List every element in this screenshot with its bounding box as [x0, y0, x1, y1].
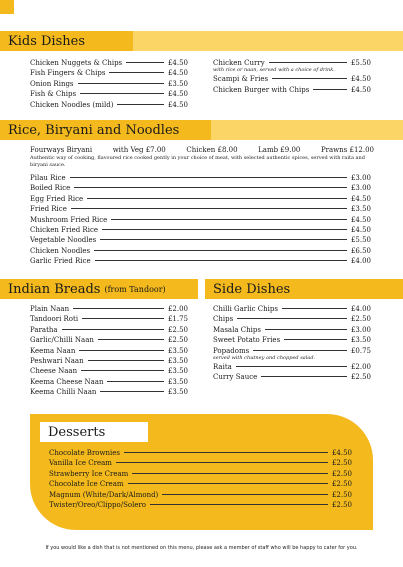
breads-subtitle: (from Tandoor): [104, 284, 166, 294]
item-price: £3.50: [167, 357, 188, 366]
leader-line: [162, 494, 328, 495]
menu-item: [49, 500, 352, 510]
item-price: £4.50: [167, 100, 188, 109]
leader-line: [116, 462, 328, 463]
menu-item: [213, 335, 371, 345]
item-name: Vegetable Noodles: [30, 236, 97, 245]
menu-item: [30, 100, 188, 110]
leader-line: [282, 308, 347, 309]
item-price: £0.75: [350, 346, 371, 355]
leader-line: [237, 318, 347, 319]
leader-line: [284, 339, 347, 340]
item-name: Fried Rice: [30, 205, 67, 214]
leader-line: [107, 381, 164, 382]
menu-item: [30, 235, 371, 245]
item-name: Chicken Noodles (mild): [30, 100, 114, 109]
leader-line: [78, 83, 164, 84]
item-price: £4.50: [167, 90, 188, 99]
item-name: Peshwari Naan: [30, 357, 84, 366]
item-price: £3.00: [350, 174, 371, 182]
item-price: £2.50: [331, 459, 352, 468]
leader-line: [313, 89, 347, 90]
leader-line: [74, 187, 347, 188]
item-price: £2.50: [350, 315, 371, 324]
item-price: £4.50: [350, 85, 371, 94]
leader-line: [126, 62, 164, 63]
leader-line: [70, 177, 347, 178]
item-name: Chocolate Ice Cream: [49, 480, 124, 489]
leader-line: [87, 198, 347, 199]
menu-item: [30, 335, 188, 345]
desserts-title: Desserts: [48, 424, 106, 440]
item-price: £4.50: [350, 194, 371, 203]
item-price: £2.50: [350, 373, 371, 382]
item-price: £2.50: [331, 490, 352, 499]
biryani-opt: with Veg £7.00: [112, 146, 166, 154]
menu-item: [30, 79, 188, 89]
leader-line: [253, 350, 347, 351]
biryani-opt: Lamb £9.00: [258, 146, 301, 154]
kids-right-list: [213, 58, 371, 95]
menu-item: [49, 458, 352, 468]
item-price: £3.50: [350, 336, 371, 345]
item-price: £3.50: [167, 377, 188, 386]
menu-item: [213, 372, 371, 382]
item-price: £1.75: [167, 315, 188, 324]
item-price: £3.50: [167, 346, 188, 355]
item-price: £3.50: [167, 388, 188, 397]
leader-line: [100, 239, 347, 240]
rice-list: [30, 173, 371, 267]
item-name: Garlic Fried Rice: [30, 257, 91, 266]
leader-line: [95, 260, 347, 261]
item-name: Chicken Nuggets & Chips: [30, 59, 123, 67]
menu-item: [30, 194, 371, 204]
item-price: £3.50: [350, 205, 371, 214]
item-name: Vanilla Ice Cream: [49, 459, 112, 468]
item-price: £4.50: [167, 59, 188, 67]
item-name: Masala Chips: [213, 325, 261, 334]
item-price: £4.00: [350, 305, 371, 313]
item-name: Fish & Chips: [30, 90, 77, 99]
menu-item: [30, 58, 188, 68]
item-price: £2.00: [167, 305, 188, 313]
item-name: Chilli Garlic Chips: [213, 305, 278, 313]
kids-header-band: [133, 31, 403, 51]
item-name: Chocolate Brownies: [49, 449, 120, 457]
item-price: £2.50: [331, 501, 352, 510]
leader-line: [102, 229, 347, 230]
item-price: £2.50: [331, 480, 352, 489]
item-name: Tandoori Roti: [30, 315, 79, 324]
breads-list: [30, 304, 188, 398]
biryani-block: [30, 146, 374, 168]
item-name: Chicken Burger with Chips: [213, 85, 310, 94]
leader-line: [117, 104, 164, 105]
item-price: £2.50: [167, 325, 188, 334]
item-name: Paratha: [30, 325, 58, 334]
rice-title: Rice, Biryani and Noodles: [8, 122, 180, 138]
item-name: Onion Rings: [30, 79, 74, 88]
menu-item: [30, 89, 188, 99]
item-name: Magnum (White/Dark/Almond): [49, 490, 159, 499]
menu-item: [213, 85, 371, 95]
leader-line: [79, 350, 164, 351]
item-name: Egg Fried Rice: [30, 194, 84, 203]
leader-line: [261, 376, 347, 377]
leader-line: [124, 452, 328, 453]
item-price: £4.50: [350, 75, 371, 84]
breads-title: Indian Breads: [8, 281, 101, 297]
leader-line: [132, 473, 328, 474]
item-name: Fish Fingers & Chips: [30, 69, 106, 78]
item-name: Keema Naan: [30, 346, 76, 355]
corner-accent: [0, 0, 14, 14]
menu-item: [30, 204, 371, 214]
item-name: Popadoms: [213, 346, 250, 355]
leader-line: [88, 360, 164, 361]
item-name: Cheese Naan: [30, 367, 78, 376]
biryani-name: Fourways Biryani: [30, 146, 93, 154]
item-note: with rice or naan, served with a choice of drink.: [213, 67, 335, 74]
menu-item: [30, 325, 188, 335]
menu-item: [49, 469, 352, 479]
item-name: Chips: [213, 315, 234, 324]
menu-item: [30, 68, 188, 78]
item-name: Sweet Potato Fries: [213, 336, 281, 345]
leader-line: [98, 339, 164, 340]
item-name: Chicken Noodles: [30, 246, 91, 255]
biryani-description: Authentic way of cooking, flavoured rice cooked gently in your choice of meat, with selected authentic spices, served with raita and biryani sauce.: [30, 155, 365, 168]
sides-title: Side Dishes: [213, 281, 291, 297]
item-name: Raita: [213, 363, 232, 372]
menu-item: [30, 346, 188, 356]
menu-item: [30, 215, 371, 225]
leader-line: [269, 62, 347, 63]
sides-list: [213, 304, 371, 383]
item-price: £3.00: [350, 325, 371, 334]
leader-line: [81, 370, 164, 371]
item-name: Mushroom Fried Rice: [30, 215, 108, 224]
leader-line: [80, 93, 164, 94]
biryani-opt: Chicken £8.00: [186, 146, 238, 154]
kids-header: [0, 31, 133, 51]
item-name: Chicken Curry: [213, 59, 265, 67]
leader-line: [109, 72, 164, 73]
menu-item: [213, 325, 371, 335]
menu-item: [30, 387, 188, 397]
item-price: £4.50: [331, 449, 352, 457]
item-name: Pilau Rice: [30, 174, 66, 182]
item-price: £2.50: [167, 336, 188, 345]
menu-item: [49, 448, 352, 458]
menu-item: [30, 256, 371, 266]
menu-item: [213, 314, 371, 324]
item-price: £4.50: [350, 215, 371, 224]
leader-line: [82, 318, 164, 319]
footer-note: If you would like a dish that is not mentioned on this menu, please ask a member of staff who will be happy to cater for you.: [45, 545, 358, 551]
item-price: £5.50: [350, 236, 371, 245]
leader-line: [236, 366, 347, 367]
menu-item: [30, 366, 188, 376]
leader-line: [111, 219, 347, 220]
item-name: Strawberry Ice Cream: [49, 469, 129, 478]
item-price: £2.50: [331, 469, 352, 478]
kids-left-list: [30, 58, 188, 110]
item-name: Boiled Rice: [30, 184, 71, 193]
leader-line: [272, 78, 347, 79]
menu-item: [49, 479, 352, 489]
biryani-opt: Prawns £12.00: [320, 146, 374, 154]
menu-item: [213, 74, 371, 84]
leader-line: [62, 329, 164, 330]
leader-line: [94, 250, 347, 251]
item-name: Garlic/Chilli Naan: [30, 336, 94, 345]
item-note: served with chutney and chopped salad.: [213, 355, 316, 362]
item-name: Chicken Fried Rice: [30, 226, 99, 235]
leader-line: [73, 308, 164, 309]
menu-item: [213, 362, 371, 372]
menu-item: [30, 183, 371, 193]
item-price: £6.50: [350, 246, 371, 255]
breads-header: [0, 279, 198, 299]
rice-header: [0, 120, 211, 140]
leader-line: [100, 391, 164, 392]
rice-header-band: [211, 120, 403, 140]
leader-line: [265, 329, 347, 330]
item-name: Keema Cheese Naan: [30, 377, 104, 386]
desserts-list: [49, 448, 352, 510]
sides-header: [205, 279, 403, 299]
item-name: Twister/Oreo/Clippo/Solero: [49, 501, 147, 510]
item-price: £4.00: [350, 257, 371, 266]
item-price: £4.50: [167, 69, 188, 78]
menu-item: [30, 246, 371, 256]
leader-line: [71, 208, 347, 209]
menu-item: [213, 304, 371, 314]
item-price: £5.50: [350, 59, 371, 67]
item-name: Plain Naan: [30, 305, 70, 313]
item-price: £3.00: [350, 184, 371, 193]
item-price: £4.50: [350, 226, 371, 235]
item-price: £3.50: [167, 367, 188, 376]
item-price: £2.00: [350, 363, 371, 372]
menu-item: [49, 490, 352, 500]
item-name: Scampi & Fries: [213, 75, 269, 84]
menu-item: [30, 304, 188, 314]
item-name: Keema Chilli Naan: [30, 388, 97, 397]
item-price: £3.50: [167, 79, 188, 88]
menu-item: [30, 356, 188, 366]
leader-line: [150, 504, 328, 505]
menu-item: [30, 314, 188, 324]
item-name: Curry Sauce: [213, 373, 258, 382]
menu-item: [30, 225, 371, 235]
kids-title: Kids Dishes: [8, 33, 85, 49]
desserts-header: [40, 422, 148, 442]
menu-item: [30, 377, 188, 387]
menu-item: [30, 173, 371, 183]
leader-line: [128, 483, 328, 484]
